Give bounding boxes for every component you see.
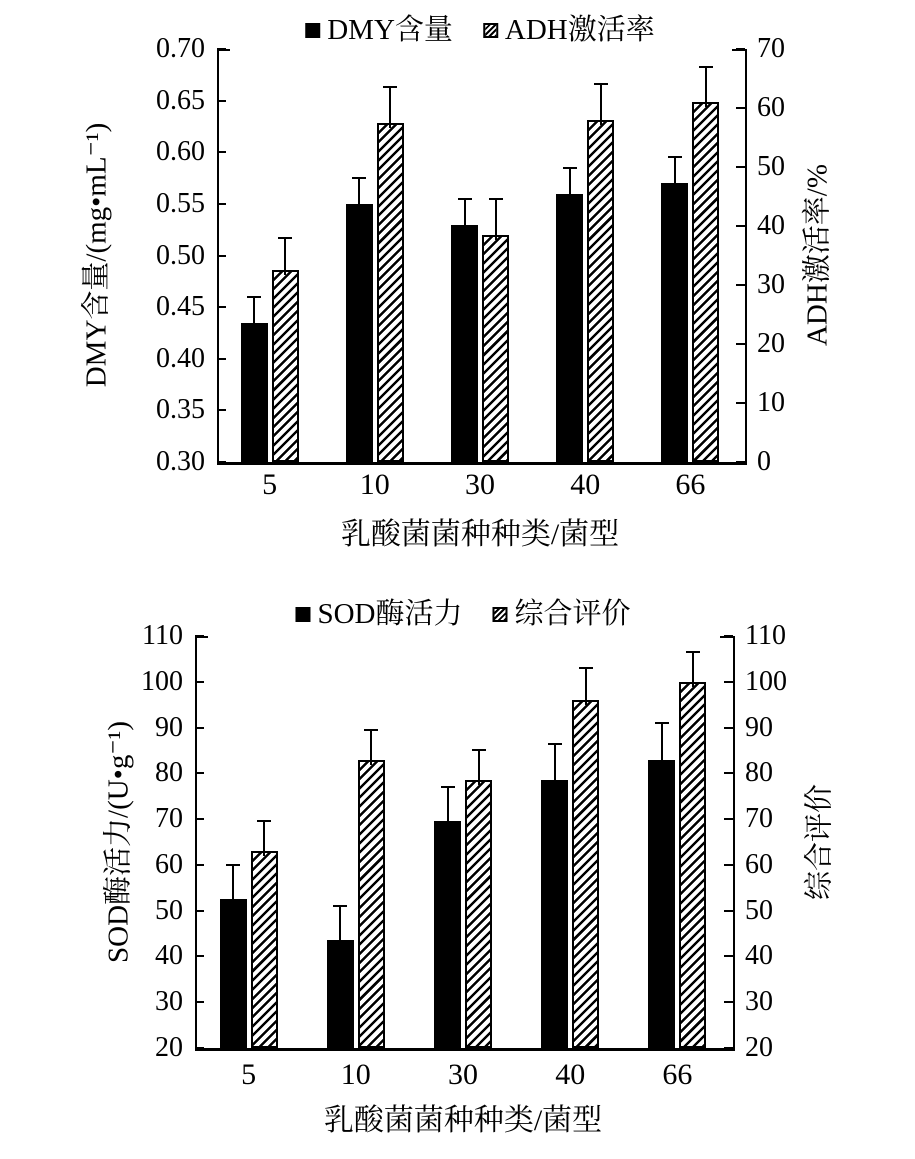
y-axis-tick <box>195 864 204 866</box>
x-tick-label: 10 <box>359 468 390 501</box>
error-bar-cap <box>333 905 347 907</box>
error-bar-cap <box>548 743 562 745</box>
error-bar-line <box>585 668 587 705</box>
legend-item <box>493 600 631 629</box>
bar-solid <box>541 780 568 1048</box>
error-bar-line <box>478 750 480 785</box>
x-tick-label: 40 <box>555 1058 586 1091</box>
bar-hatched <box>465 780 492 1048</box>
y-axis-tick <box>724 955 733 957</box>
y-axis-tick-label: 80 <box>155 757 183 789</box>
y-axis-tick-label: 10 <box>757 387 785 418</box>
y-axis-tick-label: 80 <box>745 757 773 789</box>
y-axis-tick <box>195 1001 204 1003</box>
error-bar-cap <box>364 729 378 731</box>
error-bar-cap <box>655 722 669 724</box>
y-axis-tick <box>724 1001 733 1003</box>
y-axis-tick-label: 0.45 <box>156 291 205 323</box>
x-tick-label: 30 <box>465 468 495 501</box>
legend-label: 综合评价 <box>514 598 631 630</box>
y-axis-tick-label: 90 <box>155 711 183 743</box>
y-axis-tick-label: 50 <box>757 151 785 182</box>
y-axis-tick <box>195 635 204 637</box>
error-bar-line <box>554 744 556 786</box>
y-axis-tick-label: 100 <box>745 665 787 697</box>
y-axis-tick <box>195 910 204 912</box>
y-axis-tick <box>195 955 204 957</box>
y-axis-tick-label: 30 <box>757 269 785 300</box>
y-axis-tick-label: 40 <box>745 940 773 972</box>
y-axis-tick-label: 0 <box>757 446 771 477</box>
y-axis-tick-label: 0.65 <box>156 84 205 116</box>
legend-item <box>295 600 462 629</box>
error-bar-line <box>370 730 372 765</box>
y-axis-tick-label: 0.50 <box>156 239 205 271</box>
y-axis-tick-label: 60 <box>745 848 773 880</box>
bar-solid <box>220 899 247 1048</box>
legend-marker-hatched-icon <box>493 607 508 622</box>
y-axis-tick-label: 0.55 <box>156 187 205 219</box>
x-axis-title: 乳酸菌菌种种类/菌型 <box>323 1104 603 1137</box>
y-axis-tick-label: 20 <box>745 1032 773 1063</box>
error-bar-cap <box>441 786 455 788</box>
error-bar-line <box>232 865 234 904</box>
error-bar-line <box>263 821 265 856</box>
y-axis-tick <box>724 864 733 866</box>
error-bar-line <box>661 723 663 765</box>
x-tick-label: 10 <box>340 1058 371 1091</box>
y-axis-tick-label: 20 <box>155 1032 183 1063</box>
error-bar-cap <box>226 864 240 866</box>
legend-label: SOD酶活力 <box>317 598 463 630</box>
legend-label: DMY含量 <box>327 14 453 46</box>
y-axis-tick <box>724 1047 733 1049</box>
y-axis-tick-label: 30 <box>155 986 183 1018</box>
error-bar-cap <box>579 667 593 669</box>
bar-hatched <box>572 700 599 1048</box>
y-axis-tick-label: 0.40 <box>156 342 205 374</box>
y-axis-tick <box>195 1047 204 1049</box>
bar-solid <box>648 760 675 1048</box>
left-axis-title: DMY含量/(mg•mL⁻¹) <box>80 122 113 388</box>
y-axis-tick-label: 90 <box>745 711 773 743</box>
error-bar-cap <box>686 651 700 653</box>
error-bar-cap <box>257 820 271 822</box>
legend-marker-solid-icon <box>295 607 310 622</box>
x-axis-title: 乳酸菌菌种种类/菌型 <box>340 518 620 551</box>
error-bar-line <box>339 906 341 945</box>
x-tick-label: 5 <box>262 468 278 501</box>
y-axis-tick-label: 30 <box>745 986 773 1018</box>
bar-solid <box>327 940 354 1048</box>
y-axis-tick-label: 70 <box>155 803 183 835</box>
y-axis-tick <box>724 772 733 774</box>
y-axis-tick <box>195 681 204 683</box>
bar-hatched <box>251 851 278 1048</box>
y-axis-tick-label: 0.60 <box>156 136 205 168</box>
bar-hatched <box>358 760 385 1048</box>
y-axis-tick <box>195 727 204 729</box>
y-axis-tick-label: 100 <box>141 665 183 697</box>
right-axis-title: 综合评价 <box>803 783 836 901</box>
y-axis-tick-label: 40 <box>155 940 183 972</box>
bar-hatched <box>679 682 706 1048</box>
y-axis-tick <box>724 635 733 637</box>
y-axis-tick-label: 60 <box>757 92 785 123</box>
y-axis-tick-label: 40 <box>757 210 785 241</box>
y-axis-tick <box>724 727 733 729</box>
y-axis-tick <box>724 910 733 912</box>
left-axis-title: SOD酶活力/(U•g⁻¹) <box>102 721 135 963</box>
y-axis-tick-label: 20 <box>757 328 785 359</box>
y-axis-tick-label: 70 <box>745 803 773 835</box>
error-bar-line <box>692 652 694 687</box>
x-tick-label: 30 <box>448 1058 478 1091</box>
bar-solid <box>434 821 461 1048</box>
y-axis-tick-label: 110 <box>745 620 786 651</box>
legend <box>295 600 630 629</box>
y-axis-tick-label: 50 <box>745 894 773 926</box>
right-axis-title: ADH激活率/% <box>801 163 834 347</box>
y-axis-tick-label: 60 <box>155 848 183 880</box>
error-bar-cap <box>472 749 486 751</box>
y-axis-tick-label: 0.70 <box>156 33 205 64</box>
y-axis-tick <box>724 681 733 683</box>
y-axis-tick <box>195 772 204 774</box>
x-tick-label: 66 <box>662 1058 693 1091</box>
y-axis-tick-label: 110 <box>142 620 183 651</box>
x-tick-label: 5 <box>241 1058 257 1091</box>
y-axis-tick-label: 50 <box>155 894 183 926</box>
error-bar-line <box>447 787 449 826</box>
legend-label: ADH激活率 <box>504 14 655 46</box>
y-axis-tick-label: 0.30 <box>156 446 205 477</box>
y-axis-tick-label: 0.35 <box>156 394 205 426</box>
y-axis-tick <box>195 818 204 820</box>
x-tick-label: 40 <box>570 468 601 501</box>
y-axis-tick-label: 70 <box>757 33 785 64</box>
y-axis-tick <box>724 818 733 820</box>
x-tick-label: 66 <box>675 468 706 501</box>
